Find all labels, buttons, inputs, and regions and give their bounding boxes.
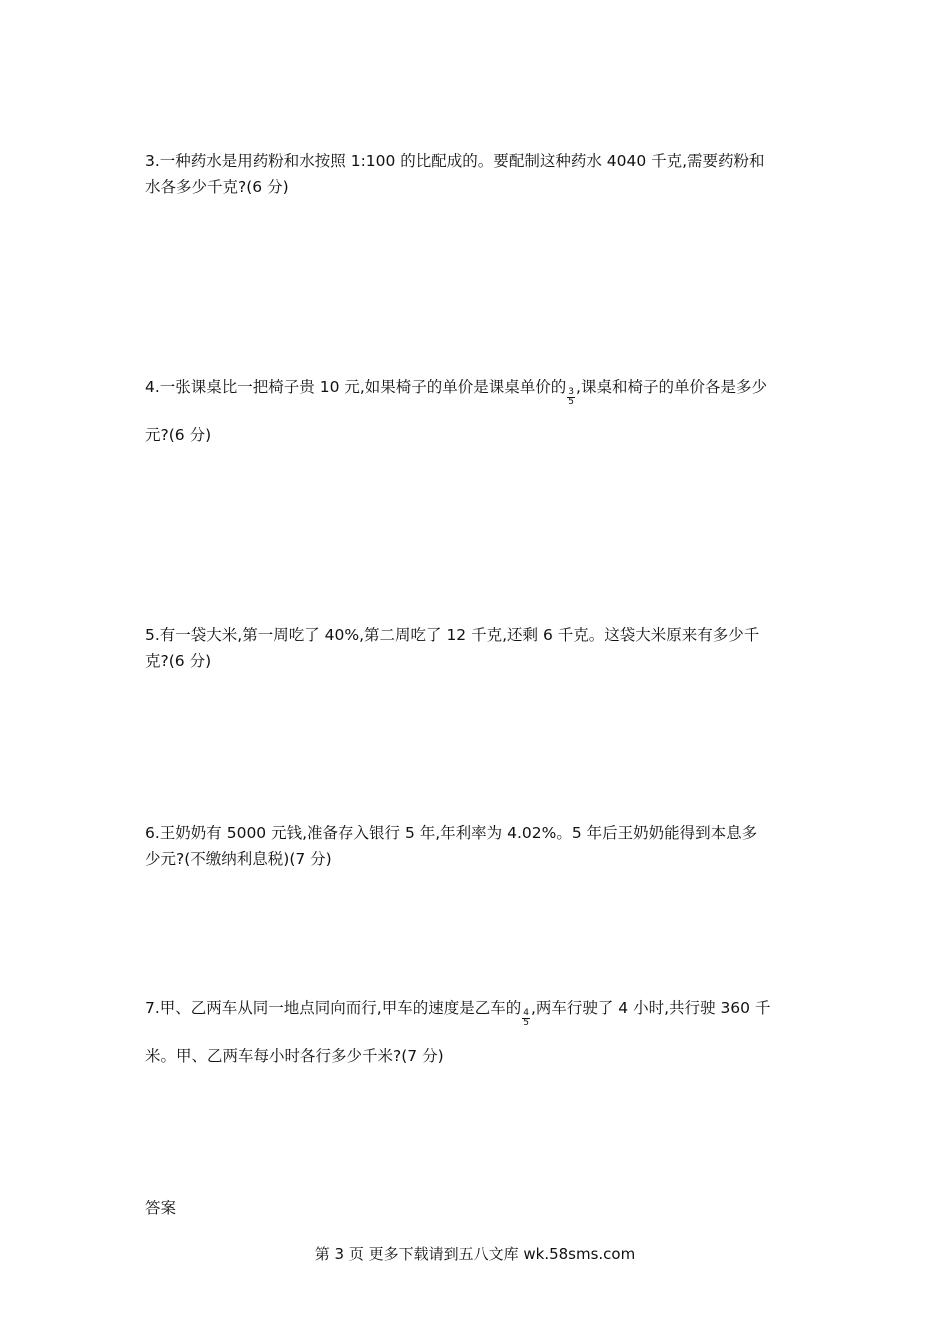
question-6 (145, 820, 815, 872)
question-4-line-2: 元?(6 分) (145, 426, 212, 444)
question-4-text-after-fraction: ,课桌和椅子的单价各是多少 (576, 378, 767, 396)
question-3-line-1: 3.一种药水是用药粉和水按照 1:100 的比配成的。要配制这种药水 4040 千克,需要药粉和 (145, 152, 765, 170)
question-4 (145, 374, 815, 448)
fraction-denominator: 5 (568, 397, 575, 407)
page-footer: 第 3 页 更多下载请到五八文库 wk.58sms.com (314, 1245, 636, 1263)
fraction-denominator: 5 (523, 1018, 529, 1028)
question-6-line-2: 少元?(不缴纳利息税)(7 分) (145, 850, 332, 868)
question-7-text-after-fraction: ,两车行驶了 4 小时,共行驶 360 千 (530, 999, 771, 1017)
question-5-line-2: 克?(6 分) (145, 652, 212, 670)
question-5 (145, 622, 815, 674)
question-7-line-2: 米。甲、乙两车每小时各行多少千米?(7 分) (145, 1047, 444, 1065)
question-4-line-1 (145, 374, 815, 407)
fraction-three-fifths (567, 388, 575, 407)
fraction-four-fifths (522, 1009, 530, 1028)
question-7-text-before-fraction: 7.甲、乙两车从同一地点同向而行,甲车的速度是乙车的 (145, 999, 522, 1017)
question-7 (145, 995, 815, 1069)
fraction-numerator: 3 (568, 387, 575, 397)
answer-heading: 答案 (145, 1199, 177, 1217)
question-3-line-2: 水各多少千克?(6 分) (145, 178, 289, 196)
fraction-numerator: 4 (523, 1008, 529, 1018)
question-6-line-1: 6.王奶奶有 5000 元钱,准备存入银行 5 年,年利率为 4.02%。5 年后王奶奶能得到本息多 (145, 824, 758, 842)
question-4-text-before-fraction: 4.一张课桌比一把椅子贵 10 元,如果椅子的单价是课桌单价的 (145, 378, 567, 396)
question-7-line-1 (145, 995, 815, 1028)
question-5-line-1: 5.有一袋大米,第一周吃了 40%,第二周吃了 12 千克,还剩 6 千克。这袋大米原来有多少千 (145, 626, 760, 644)
question-3 (145, 148, 815, 200)
